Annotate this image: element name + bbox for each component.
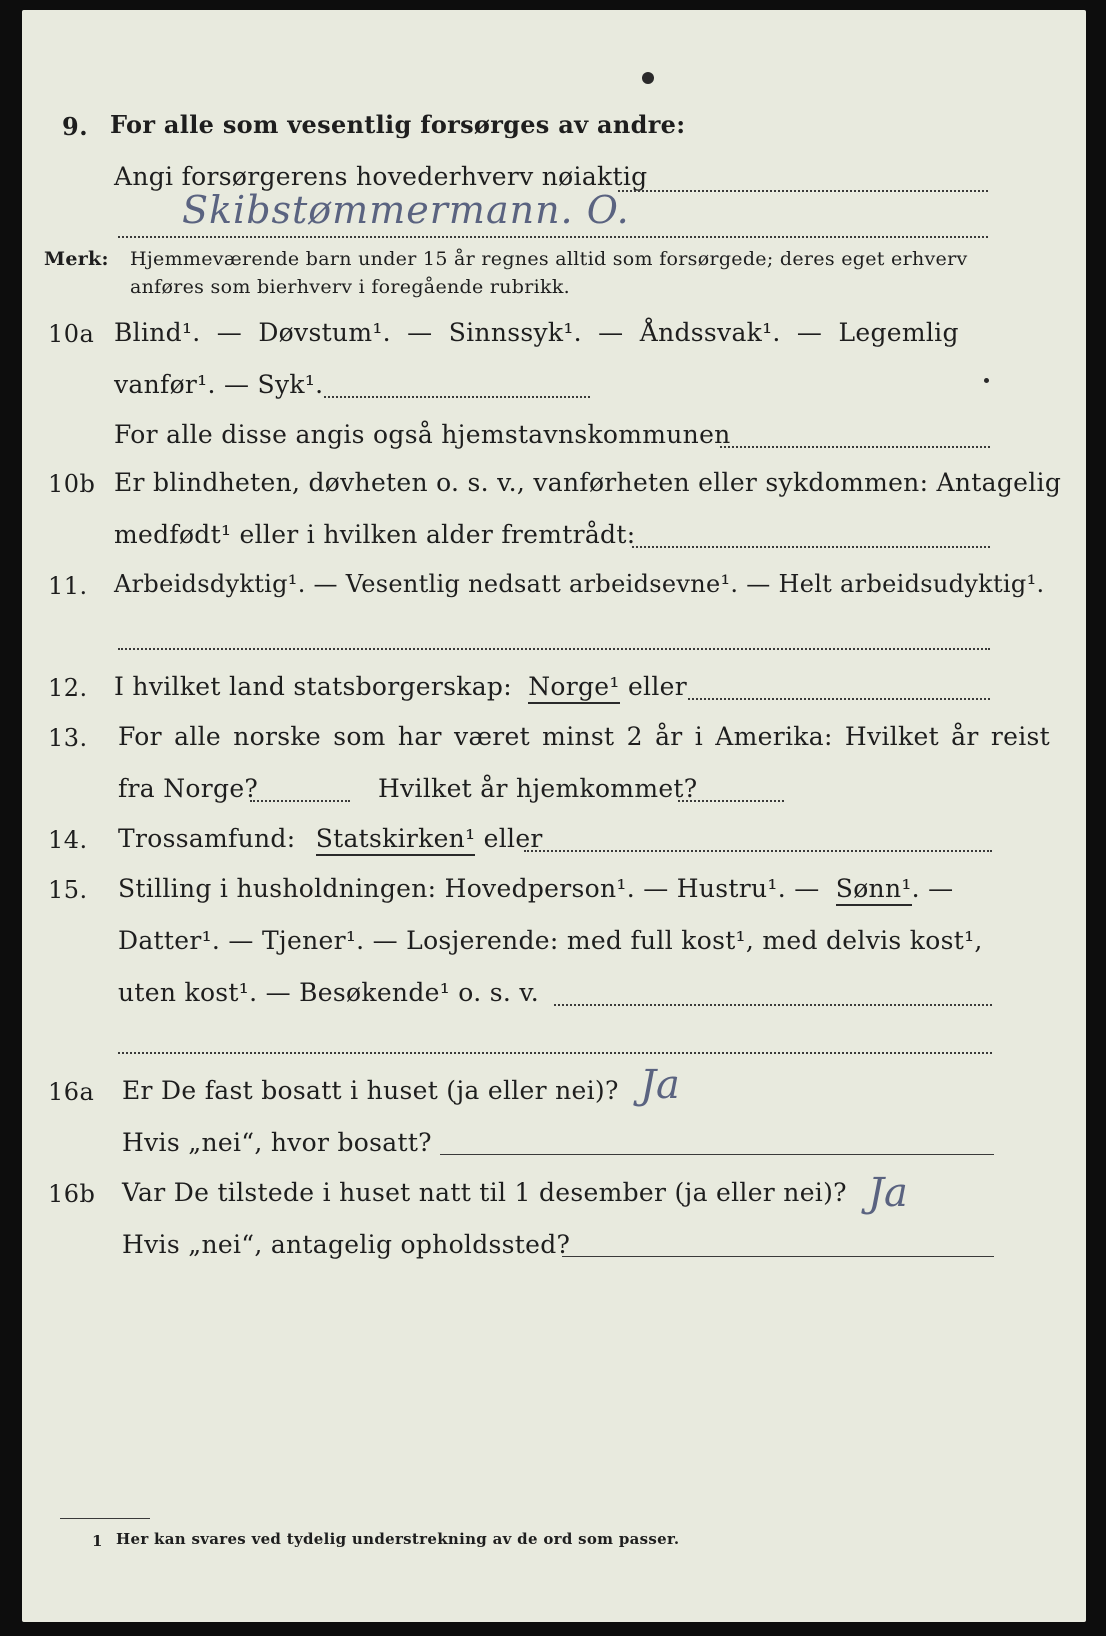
q13-line2a: fra Norge?	[118, 774, 259, 803]
stray-dot	[984, 378, 989, 383]
q9-line2: Angi forsørgerens hovederhverv nøiaktig	[114, 162, 648, 191]
q10a-line3: For alle disse angis også hjemstavnskommunen	[114, 420, 731, 449]
q15-line1-prefix: Stilling i husholdningen: Hovedperson¹. — Hustru¹. —	[118, 874, 820, 903]
q9-number: 9.	[62, 112, 89, 141]
q10b-line1: Er blindheten, døvheten o. s. v., vanførheten eller sykdommen: Antagelig	[114, 468, 1062, 497]
q11-line1: Arbeidsdyktig¹. — Vesentlig nedsatt arbeidsevne¹. — Helt arbeidsudyktig¹.	[114, 570, 1045, 598]
q10a-number: 10a	[48, 320, 95, 348]
q14-number: 14.	[48, 826, 88, 854]
q10a-line2: vanfør¹. — Syk¹.	[114, 370, 324, 399]
q16b-line2: Hvis „nei“, antagelig opholdssted?	[122, 1230, 571, 1259]
q12-answer-line	[688, 698, 990, 700]
q16a-line2: Hvis „nei“, hvor bosatt?	[122, 1128, 432, 1157]
footnote-rule	[60, 1518, 150, 1519]
q11-number: 11.	[48, 572, 88, 600]
q15-line1	[118, 874, 953, 903]
q10b-line2: medfødt¹ eller i hvilken alder fremtrådt:	[114, 520, 636, 549]
merk-line1: Hjemmeværende barn under 15 år regnes alltid som forsørgede; deres eget erhverv	[130, 248, 968, 270]
q13-line2b: Hvilket år hjemkommet?	[378, 774, 698, 803]
q9-line1: For alle som vesentlig forsørges av andre:	[110, 110, 686, 139]
q13-reist-line	[250, 800, 350, 802]
q14-prefix: Trossamfund:	[118, 824, 296, 853]
q12-suffix: eller	[627, 672, 687, 701]
q15-line1-suffix: . —	[911, 874, 954, 903]
q13-number: 13.	[48, 724, 88, 752]
q10a-line1: Blind¹. — Døvstum¹. — Sinnssyk¹. — Åndssvak¹. — Legemlig	[114, 318, 959, 347]
q16b-number: 16b	[48, 1180, 96, 1208]
q14-text	[118, 824, 543, 853]
q9-answer-line	[618, 190, 988, 192]
q12-prefix: I hvilket land statsborgerskap:	[114, 672, 512, 701]
q15-number: 15.	[48, 876, 88, 904]
q13-line1: For alle norske som har været minst 2 år i Amerika: Hvilket år reist	[118, 722, 1051, 751]
q16a-line1: Er De fast bosatt i huset (ja eller nei)?	[122, 1076, 619, 1105]
q15-answer-line	[554, 1004, 992, 1006]
q15-underlined-sonn: Sønn¹	[836, 874, 912, 906]
q16b-line1: Var De tilstede i huset natt til 1 desember (ja eller nei)?	[122, 1178, 847, 1207]
q16b-handwritten-answer: Ja	[868, 1170, 908, 1216]
ink-spot	[642, 72, 654, 84]
footnote-text: Her kan svares ved tydelig understrekning av de ord som passer.	[116, 1530, 680, 1548]
q12-number: 12.	[48, 674, 88, 702]
q16a-answer-line	[440, 1154, 994, 1155]
q12-underlined-norge: Norge¹	[528, 672, 620, 704]
q15-line3: uten kost¹. — Besøkende¹ o. s. v.	[118, 978, 540, 1007]
q10a-hjemstavn-line	[720, 446, 990, 448]
q9-answer-line-2	[118, 236, 988, 238]
q16a-handwritten-answer: Ja	[640, 1062, 680, 1108]
census-form-page	[22, 10, 1086, 1622]
q10a-answer-line	[324, 396, 590, 398]
q12-text	[114, 672, 687, 701]
q14-answer-line	[524, 850, 992, 852]
q16a-number: 16a	[48, 1078, 95, 1106]
q9-handwritten-answer: Skibstømmermann. O.	[182, 188, 630, 232]
q10b-answer-line	[632, 546, 990, 548]
merk-line2: anføres som bierhverv i foregående rubrikk.	[130, 276, 570, 298]
footnote-mark: 1	[92, 1532, 103, 1550]
merk-label: Merk:	[44, 248, 109, 270]
q14-suffix: eller	[483, 824, 543, 853]
q16b-answer-line	[562, 1256, 994, 1257]
q14-underlined-statskirken: Statskirken¹	[316, 824, 476, 856]
q10b-number: 10b	[48, 470, 96, 498]
q15-answer-line-2	[118, 1052, 992, 1054]
q13-hjemkommet-line	[678, 800, 784, 802]
q11-answer-line	[118, 648, 990, 650]
q15-line2: Datter¹. — Tjener¹. — Losjerende: med full kost¹, med delvis kost¹,	[118, 926, 983, 955]
